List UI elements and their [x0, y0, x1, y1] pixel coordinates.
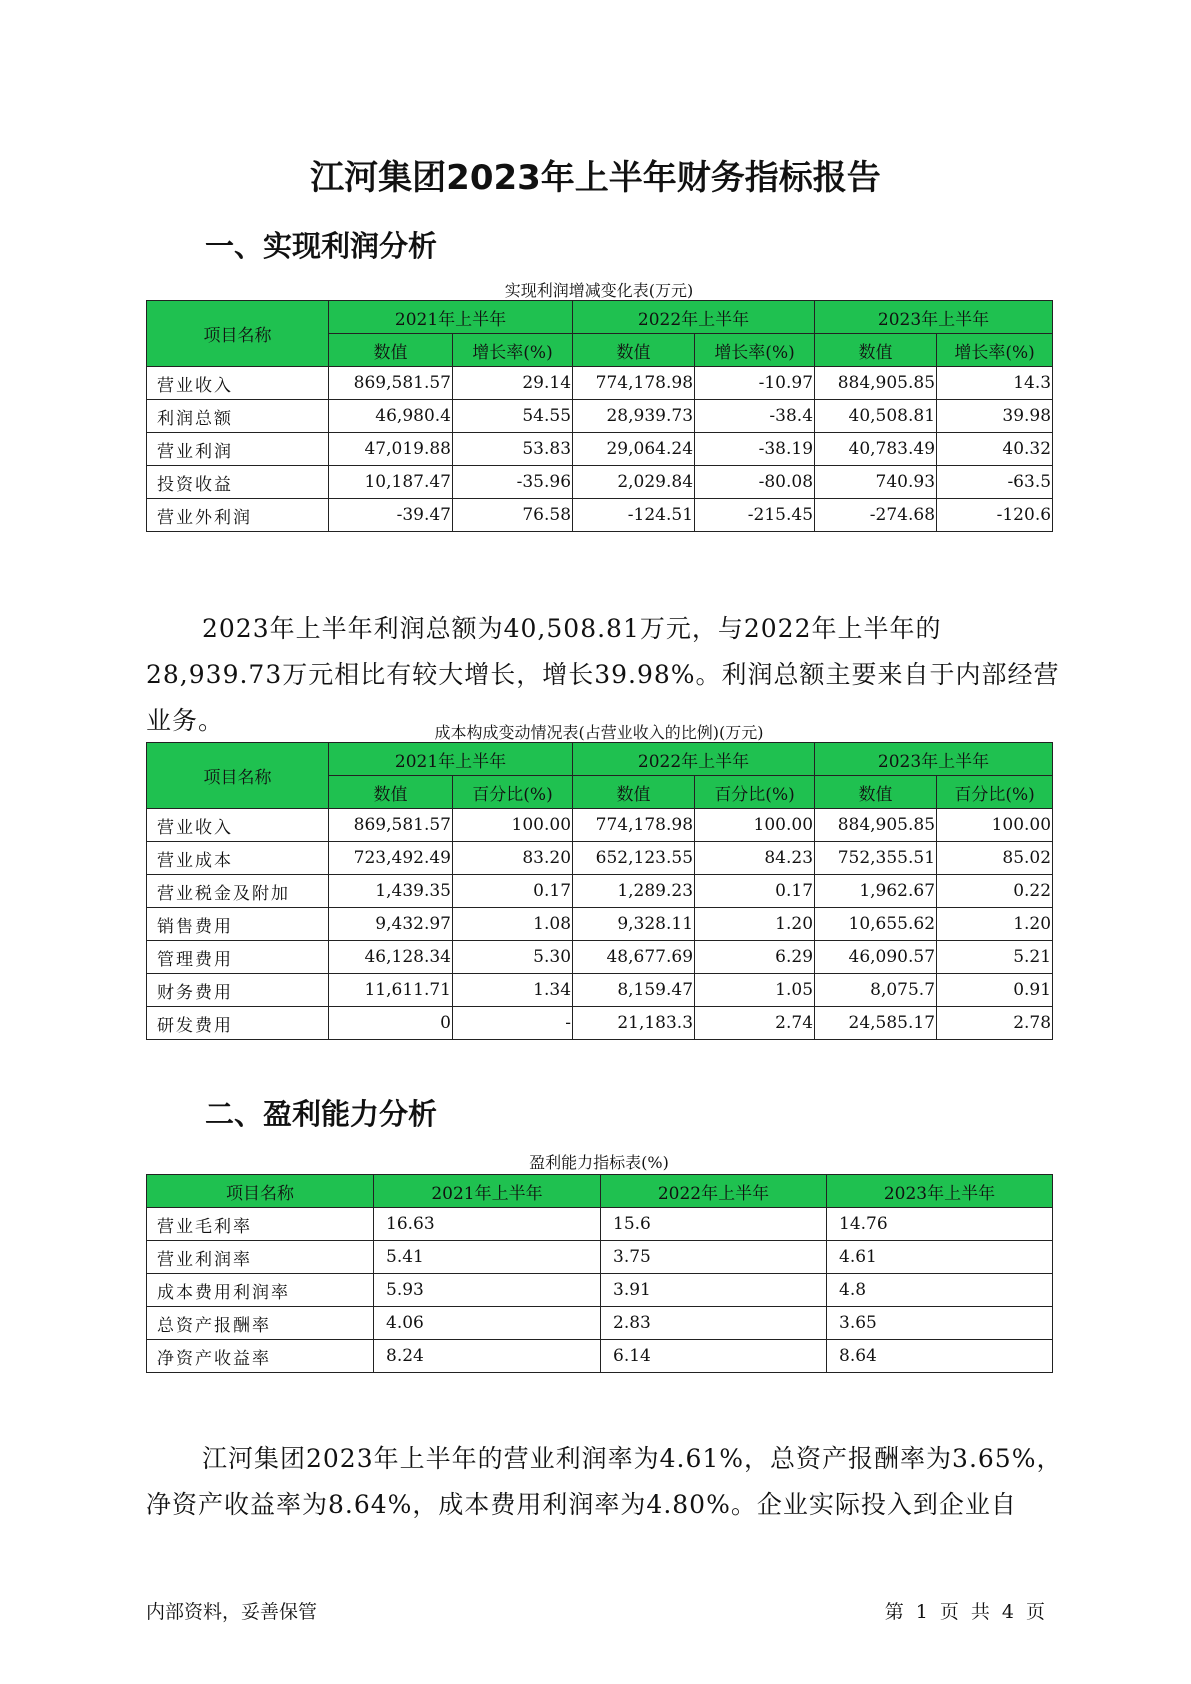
paragraph-text: 江河集团2023年上半年的营业利润率为4.61%，总资产报酬率为3.65%，净资产收益率为8.64%，成本费用利润率为4.80%。企业实际投入到企业自 [146, 1444, 1063, 1519]
value-subheader: 数值 [573, 776, 695, 809]
table-row [147, 842, 1053, 875]
row-label: 营业毛利率 [147, 1208, 374, 1241]
table-cell: 5.41 [374, 1241, 601, 1274]
table-cell: -63.5 [937, 466, 1053, 499]
year-header: 2022年上半年 [601, 1175, 827, 1208]
table-cell: 15.6 [601, 1208, 827, 1241]
table-cell: -35.96 [453, 466, 573, 499]
table-cell: 2.83 [601, 1307, 827, 1340]
value-subheader: 数值 [329, 776, 453, 809]
table2-caption: 成本构成变动情况表(占营业收入的比例)(万元) [434, 723, 764, 742]
value-subheader: 数值 [815, 776, 937, 809]
table-row [147, 941, 1053, 974]
table-cell: 39.98 [937, 400, 1053, 433]
table-cell: 85.02 [937, 842, 1053, 875]
cost-structure-table [146, 742, 1053, 1040]
table-cell: 46,090.57 [815, 941, 937, 974]
table-cell: 28,939.73 [573, 400, 695, 433]
page-total: 4 [1001, 1601, 1014, 1623]
table-row [147, 466, 1053, 499]
table-cell: 0 [329, 1007, 453, 1040]
table-cell: 46,128.34 [329, 941, 453, 974]
table-cell: 4.8 [827, 1274, 1053, 1307]
profitability-ratio-table [146, 1174, 1053, 1373]
table-cell: 1.05 [695, 974, 815, 1007]
percent-subheader: 百分比(%) [453, 776, 573, 809]
table-cell: 10,187.47 [329, 466, 453, 499]
table-cell: 3.65 [827, 1307, 1053, 1340]
table-cell: 83.20 [453, 842, 573, 875]
table3-caption: 盈利能力指标表(%) [529, 1153, 669, 1172]
table-cell: 6.29 [695, 941, 815, 974]
table-cell: 1.08 [453, 908, 573, 941]
table-cell: 76.58 [453, 499, 573, 532]
table-cell: 53.83 [453, 433, 573, 466]
table-cell: 1,439.35 [329, 875, 453, 908]
footer-confidential-note: 内部资料，妥善保管 [146, 1601, 318, 1623]
percent-subheader: 百分比(%) [937, 776, 1053, 809]
table-cell: 1.20 [695, 908, 815, 941]
table-cell: 2.74 [695, 1007, 815, 1040]
table-row [147, 1241, 1053, 1274]
table-cell: 5.30 [453, 941, 573, 974]
footer-page-number [879, 1597, 1051, 1624]
table-row [147, 1007, 1053, 1040]
table-row [147, 809, 1053, 842]
table-cell: 54.55 [453, 400, 573, 433]
percent-subheader: 百分比(%) [695, 776, 815, 809]
rate-subheader: 增长率(%) [453, 334, 573, 367]
row-label: 管理费用 [147, 941, 329, 974]
year-header: 2022年上半年 [573, 743, 815, 776]
table-row [147, 1208, 1053, 1241]
row-label: 营业成本 [147, 842, 329, 875]
table-cell: 2.78 [937, 1007, 1053, 1040]
year-header: 2021年上半年 [329, 743, 573, 776]
table-cell: 774,178.98 [573, 367, 695, 400]
table-cell: 46,980.4 [329, 400, 453, 433]
row-label: 营业税金及附加 [147, 875, 329, 908]
year-header: 2021年上半年 [329, 301, 573, 334]
table-cell: -38.4 [695, 400, 815, 433]
table-cell: 723,492.49 [329, 842, 453, 875]
table-row [147, 974, 1053, 1007]
table-cell: 100.00 [453, 809, 573, 842]
item-name-header: 项目名称 [147, 1175, 374, 1208]
table-row [147, 1340, 1053, 1373]
row-label: 营业利润 [147, 433, 329, 466]
table-cell: 8.64 [827, 1340, 1053, 1373]
item-name-header: 项目名称 [147, 301, 329, 367]
rate-subheader: 增长率(%) [695, 334, 815, 367]
page-label: 页 [939, 1601, 959, 1623]
table-cell: 24,585.17 [815, 1007, 937, 1040]
table-cell: 5.93 [374, 1274, 601, 1307]
table-cell: 14.3 [937, 367, 1053, 400]
paragraph-text: 2023年上半年利润总额为40,508.81万元，与2022年上半年的28,939.73万元相比有较大增长，增长39.98%。利润总额主要来自于内部经营业务。 [146, 614, 1060, 735]
row-label: 营业收入 [147, 809, 329, 842]
table-row [147, 1274, 1053, 1307]
value-subheader: 数值 [815, 334, 937, 367]
profit-change-table [146, 300, 1053, 532]
table-row [147, 1307, 1053, 1340]
value-subheader: 数值 [573, 334, 695, 367]
row-label: 财务费用 [147, 974, 329, 1007]
page-total-label: 共 [970, 1601, 990, 1623]
table-cell: 9,432.97 [329, 908, 453, 941]
table-cell: 1,962.67 [815, 875, 937, 908]
table-cell: - [453, 1007, 573, 1040]
year-header: 2023年上半年 [827, 1175, 1053, 1208]
table-cell: 2,029.84 [573, 466, 695, 499]
section-heading-profit: 一、实现利润分析 [205, 229, 438, 263]
table-cell: 0.91 [937, 974, 1053, 1007]
table-cell: 884,905.85 [815, 367, 937, 400]
value-subheader: 数值 [329, 334, 453, 367]
year-header: 2023年上半年 [815, 301, 1053, 334]
table-cell: 47,019.88 [329, 433, 453, 466]
table-row [147, 367, 1053, 400]
table-cell: 774,178.98 [573, 809, 695, 842]
table-row [147, 433, 1053, 466]
page-current: 1 [915, 1601, 928, 1623]
row-label: 总资产报酬率 [147, 1307, 374, 1340]
table-cell: -10.97 [695, 367, 815, 400]
table-cell: 16.63 [374, 1208, 601, 1241]
table-cell: 40.32 [937, 433, 1053, 466]
row-label: 投资收益 [147, 466, 329, 499]
table-row [147, 875, 1053, 908]
year-header: 2023年上半年 [815, 743, 1053, 776]
table-cell: -39.47 [329, 499, 453, 532]
table-cell: 869,581.57 [329, 809, 453, 842]
row-label: 营业外利润 [147, 499, 329, 532]
table-cell: 11,611.71 [329, 974, 453, 1007]
row-label: 成本费用利润率 [147, 1274, 374, 1307]
table-cell: 1.20 [937, 908, 1053, 941]
table-cell: 0.17 [453, 875, 573, 908]
table-cell: -38.19 [695, 433, 815, 466]
row-label: 销售费用 [147, 908, 329, 941]
table-cell: -80.08 [695, 466, 815, 499]
table-cell: 0.17 [695, 875, 815, 908]
table-cell: 10,655.62 [815, 908, 937, 941]
page-label: 页 [1025, 1601, 1045, 1623]
row-label: 研发费用 [147, 1007, 329, 1040]
item-name-header: 项目名称 [147, 743, 329, 809]
table-cell: 100.00 [937, 809, 1053, 842]
row-label: 营业利润率 [147, 1241, 374, 1274]
table-cell: 8,159.47 [573, 974, 695, 1007]
table-cell: 652,123.55 [573, 842, 695, 875]
page-label: 第 [884, 1601, 904, 1623]
table-cell: 14.76 [827, 1208, 1053, 1241]
document-title: 江河集团2023年上半年财务指标报告 [310, 158, 881, 198]
table-cell: 740.93 [815, 466, 937, 499]
table-cell: 29.14 [453, 367, 573, 400]
table-cell: 48,677.69 [573, 941, 695, 974]
row-label: 营业收入 [147, 367, 329, 400]
table-cell: 869,581.57 [329, 367, 453, 400]
table-row [147, 400, 1053, 433]
table-cell: 29,064.24 [573, 433, 695, 466]
table-row [147, 908, 1053, 941]
table-cell: 100.00 [695, 809, 815, 842]
year-header: 2021年上半年 [374, 1175, 601, 1208]
table-cell: -124.51 [573, 499, 695, 532]
table-cell: 40,783.49 [815, 433, 937, 466]
table-cell: 4.61 [827, 1241, 1053, 1274]
table-cell: 6.14 [601, 1340, 827, 1373]
table-cell: 1,289.23 [573, 875, 695, 908]
table-cell: 3.91 [601, 1274, 827, 1307]
table-cell: 3.75 [601, 1241, 827, 1274]
profitability-summary-paragraph [146, 1436, 1071, 1528]
table1-caption: 实现利润增减变化表(万元) [504, 281, 694, 300]
table-cell: 5.21 [937, 941, 1053, 974]
table-cell: 8,075.7 [815, 974, 937, 1007]
table-cell: 84.23 [695, 842, 815, 875]
table-cell: 21,183.3 [573, 1007, 695, 1040]
section-heading-profitability: 二、盈利能力分析 [205, 1097, 438, 1131]
table-row [147, 499, 1053, 532]
table-cell: 8.24 [374, 1340, 601, 1373]
table-cell: 0.22 [937, 875, 1053, 908]
year-header: 2022年上半年 [573, 301, 815, 334]
table-cell: 4.06 [374, 1307, 601, 1340]
table-cell: 40,508.81 [815, 400, 937, 433]
table-cell: -120.6 [937, 499, 1053, 532]
row-label: 利润总额 [147, 400, 329, 433]
table-cell: 752,355.51 [815, 842, 937, 875]
rate-subheader: 增长率(%) [937, 334, 1053, 367]
row-label: 净资产收益率 [147, 1340, 374, 1373]
table-cell: 884,905.85 [815, 809, 937, 842]
table-cell: -274.68 [815, 499, 937, 532]
table-cell: -215.45 [695, 499, 815, 532]
table-cell: 9,328.11 [573, 908, 695, 941]
table-cell: 1.34 [453, 974, 573, 1007]
